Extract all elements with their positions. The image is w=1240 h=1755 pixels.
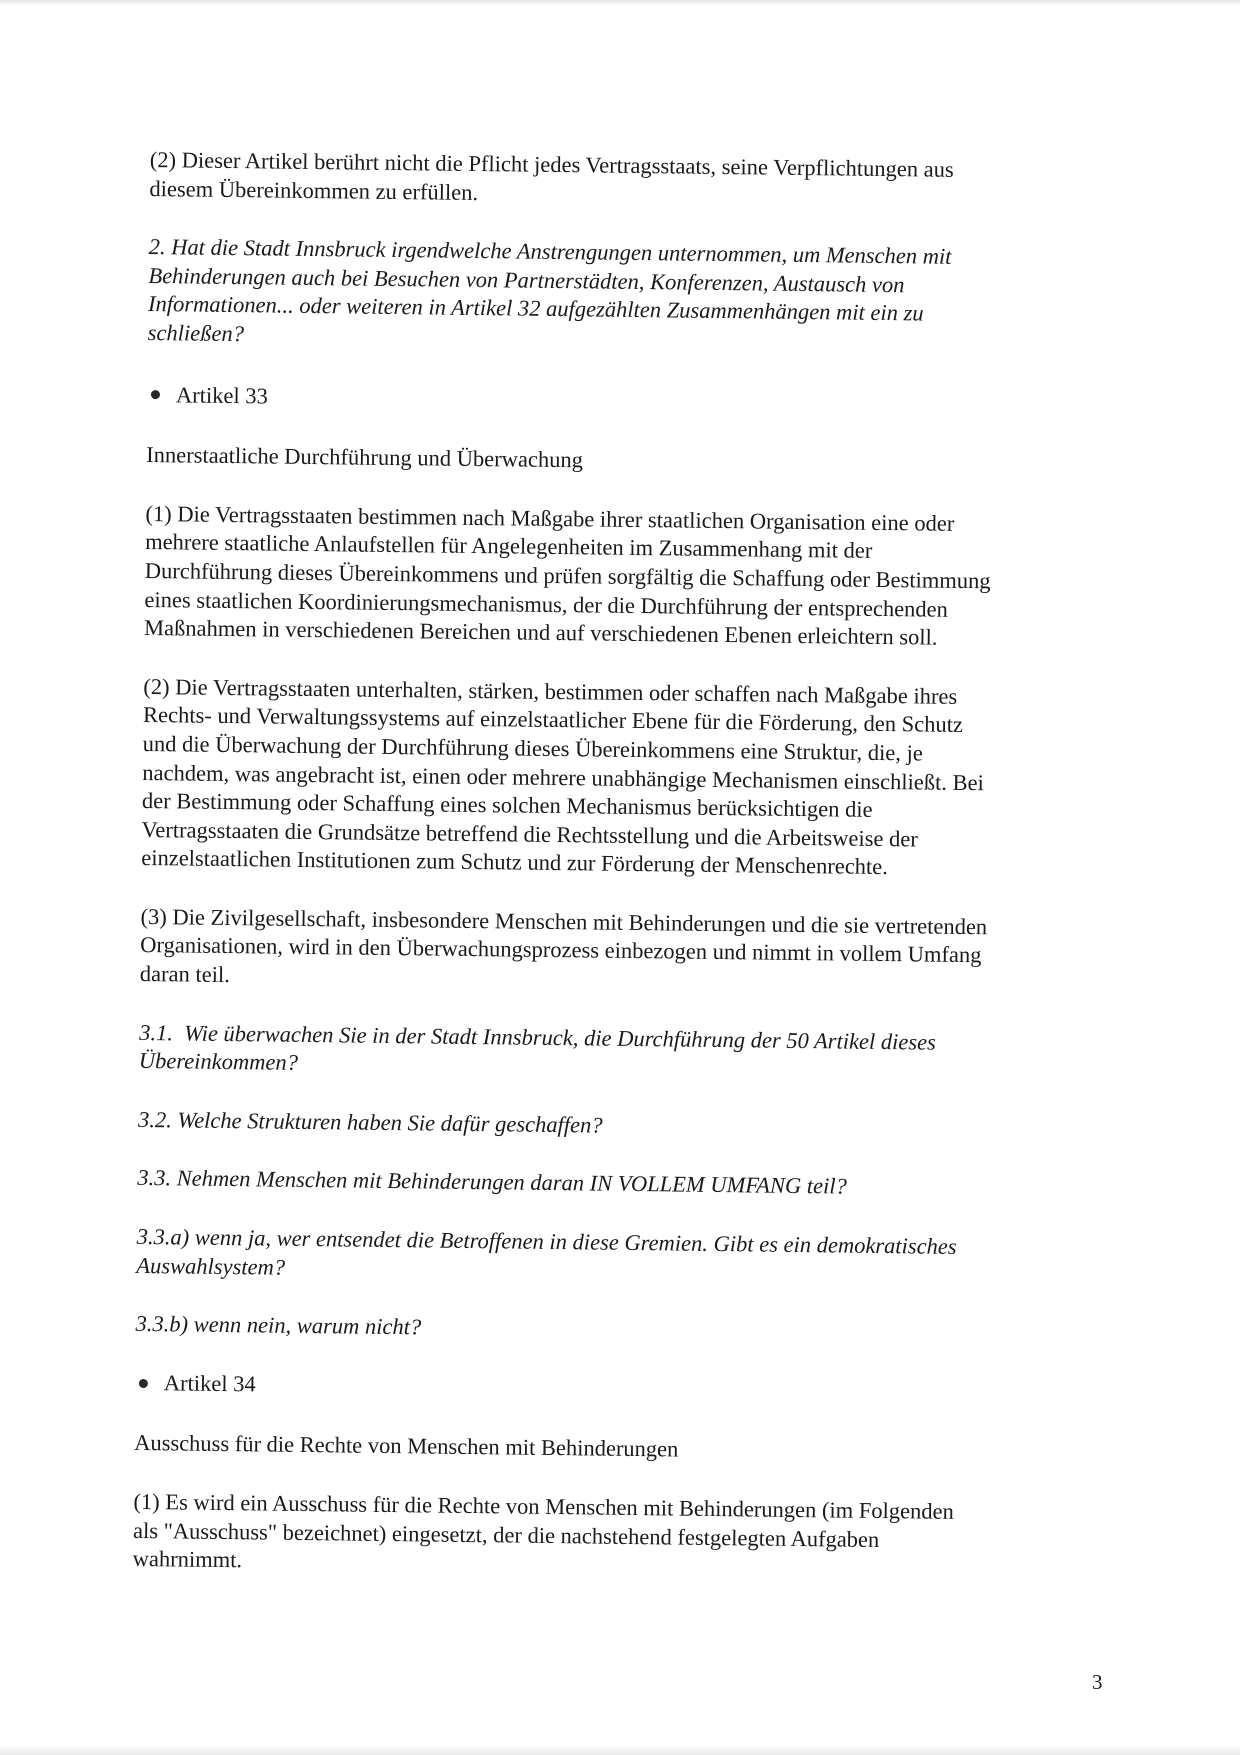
document-body xyxy=(133,146,1110,1585)
paragraph-article-33-2 xyxy=(141,673,1103,885)
text-line: und die Überwachung der Durchführung dieses Übereinkommens eine Struktur, die, je xyxy=(142,730,923,766)
text-line: (1) Es wird ein Ausschuss für die Rechte von Menschen mit Behinderungen (im Folgenden xyxy=(133,1488,955,1524)
text-line: nachdem, was angebracht ist, einen oder mehrere unabhängige Mechanismen einschließt. Bei xyxy=(142,759,985,795)
question-3-3-b xyxy=(135,1310,1095,1350)
text-line: 2. Hat die Stadt Innsbruck irgendwelche Anstrengungen unternommen, um Menschen mit xyxy=(148,234,952,269)
subheading-ausschuss xyxy=(134,1429,1094,1469)
text-line: 3.3.a) wenn ja, wer entsendet die Betroffenen in diese Gremien. Gibt es ein demokratisches xyxy=(136,1223,957,1259)
text-line: Organisationen, wird in den Überwachungsprozess einbezogen und nimmt in vollem Umfang xyxy=(140,932,982,968)
text-line: mehrere staatliche Anlaufstellen für Angelegenheiten im Zusammenhang mit der xyxy=(145,529,873,564)
paragraph-article-32-2 xyxy=(149,146,1110,215)
text-line: Auswahlsystem? xyxy=(136,1252,286,1280)
text-line: (1) Die Vertragsstaaten bestimmen nach Maßgabe ihrer staatlichen Organisation eine oder xyxy=(145,500,955,536)
text-line: Ausschuss für die Rechte von Menschen mit Behinderungen xyxy=(134,1430,679,1462)
bullet-icon xyxy=(151,390,160,399)
text-line: schließen? xyxy=(147,319,245,347)
paragraph-article-33-1 xyxy=(144,500,1106,655)
text-line: eines staatlichen Koordinierungsmechanismus, der die Durchführung der entsprechenden xyxy=(144,586,949,622)
text-line: Behinderungen auch bei Besuchen von Partnerstädten, Konferenzen, Austausch von xyxy=(148,262,905,298)
heading-artikel-33 xyxy=(147,381,1107,421)
text-line: als "Ausschuss" bezeichnet) eingesetzt, der die nachstehend festgelegten Aufgaben xyxy=(132,1517,880,1552)
question-3-2 xyxy=(138,1106,1098,1146)
subheading-innerstaatliche-durchfuehrung xyxy=(146,441,1106,481)
text-line: Rechts- und Verwaltungssystems auf einzelstaatlicher Ebene für die Förderung, den Schutz xyxy=(142,702,964,738)
question-3-3-a xyxy=(136,1223,1097,1292)
text-line: Maßnahmen in verschiedenen Bereichen und auf verschiedenen Ebenen erleichtern soll. xyxy=(143,615,938,650)
text-line: Informationen... oder weiteren in Artikel 32 aufgezählten Zusammenhängen mit ein zu xyxy=(147,291,924,326)
text-line: Übereinkommen? xyxy=(138,1048,299,1076)
heading-text: Artikel 33 xyxy=(175,381,268,409)
scan-top-edge xyxy=(0,0,1240,6)
text-line: 3.3. Nehmen Menschen mit Behinderungen daran IN VOLLEM UMFANG teil? xyxy=(137,1165,847,1200)
question-3-1 xyxy=(139,1019,1100,1088)
text-line: (2) Die Vertragsstaaten unterhalten, stärken, bestimmen oder schaffen nach Maßgabe ihres xyxy=(143,673,958,709)
heading-text: Artikel 34 xyxy=(163,1370,256,1397)
heading-artikel-34 xyxy=(135,1369,1095,1409)
paragraph-article-33-3 xyxy=(140,903,1101,1001)
scan-bottom-edge xyxy=(0,1745,1240,1755)
text-line: einzelstaatlichen Institutionen zum Schutz und zur Förderung der Menschenrechte. xyxy=(141,845,889,880)
text-line: 3.1. Wie überwachen Sie in der Stadt Innsbruck, die Durchführung der 50 Artikel dieses xyxy=(139,1019,937,1055)
bullet-icon xyxy=(139,1379,148,1388)
text-line: diesem Übereinkommen zu erfüllen. xyxy=(149,175,479,205)
question-2 xyxy=(148,233,1109,359)
text-line: Durchführung dieses Übereinkommens und prüfen sorgfältig die Schaffung oder Bestimmung xyxy=(144,557,991,594)
question-3-3 xyxy=(137,1164,1097,1204)
page-number: 3 xyxy=(1092,1670,1103,1694)
text-line: (3) Die Zivilgesellschaft, insbesondere Menschen mit Behinderungen und die sie vertretenden xyxy=(140,903,988,940)
text-line: der Bestimmung oder Schaffung eines solchen Mechanismus berücksichtigen die xyxy=(141,788,873,822)
text-line: (2) Dieser Artikel berührt nicht die Pflicht jedes Vertragsstaats, seine Verpflichtungen aus xyxy=(149,146,954,182)
text-line: Vertragsstaaten die Grundsätze betreffend die Rechtsstellung und die Arbeitsweise der xyxy=(141,816,918,852)
text-line: daran teil. xyxy=(139,961,231,988)
text-line: Innerstaatliche Durchführung und Überwachung xyxy=(146,442,584,473)
paragraph-article-34-1 xyxy=(133,1488,1094,1586)
text-line: 3.3.b) wenn nein, warum nicht? xyxy=(135,1311,422,1340)
text-line: 3.2. Welche Strukturen haben Sie dafür geschaffen? xyxy=(137,1106,603,1138)
text-line: wahrnimmt. xyxy=(132,1546,243,1573)
